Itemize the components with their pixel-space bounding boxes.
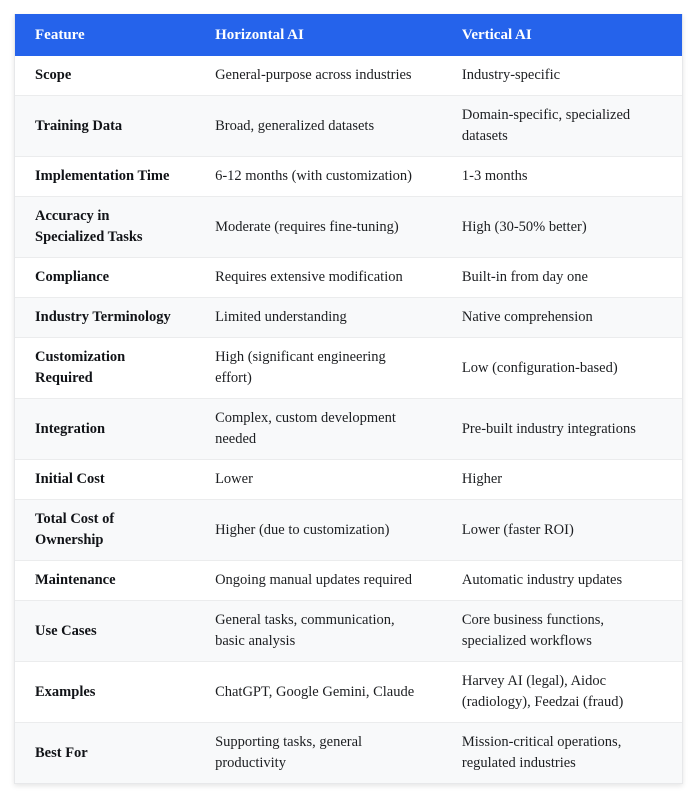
- header-row: [15, 14, 682, 56]
- vertical-value-cell: Automatic industry updates: [442, 561, 682, 601]
- feature-cell: Customization Required: [15, 338, 195, 399]
- vertical-value-cell: Core business functions, specialized workflows: [442, 601, 682, 662]
- vertical-value-cell: Domain-specific, specialized datasets: [442, 96, 682, 157]
- horizontal-value-cell: Lower: [195, 460, 442, 500]
- vertical-value-cell: Mission-critical operations, regulated industries: [442, 723, 682, 784]
- vertical-value-cell: Low (configuration-based): [442, 338, 682, 399]
- feature-cell: Examples: [15, 662, 195, 723]
- table-header: [15, 14, 682, 56]
- horizontal-value-cell: Limited understanding: [195, 298, 442, 338]
- table-row: [15, 399, 682, 460]
- comparison-table-container: [14, 14, 683, 784]
- feature-cell: Training Data: [15, 96, 195, 157]
- table-row: [15, 662, 682, 723]
- feature-cell: Use Cases: [15, 601, 195, 662]
- table-row: [15, 298, 682, 338]
- horizontal-value-cell: Requires extensive modification: [195, 258, 442, 298]
- table-body: [15, 56, 682, 783]
- feature-cell: Best For: [15, 723, 195, 784]
- vertical-value-cell: Built-in from day one: [442, 258, 682, 298]
- horizontal-value-cell: 6-12 months (with customization): [195, 157, 442, 197]
- vertical-value-cell: Native comprehension: [442, 298, 682, 338]
- table-row: [15, 258, 682, 298]
- vertical-value-cell: 1-3 months: [442, 157, 682, 197]
- feature-cell: Accuracy in Specialized Tasks: [15, 197, 195, 258]
- table-row: [15, 56, 682, 96]
- horizontal-value-cell: Broad, generalized datasets: [195, 96, 442, 157]
- table-row: [15, 157, 682, 197]
- table-row: [15, 561, 682, 601]
- horizontal-value-cell: General tasks, communication, basic analysis: [195, 601, 442, 662]
- feature-cell: Integration: [15, 399, 195, 460]
- horizontal-value-cell: ChatGPT, Google Gemini, Claude: [195, 662, 442, 723]
- table-row: [15, 197, 682, 258]
- feature-cell: Scope: [35, 67, 72, 83]
- vertical-value-cell: Harvey AI (legal), Aidoc (radiology), Feedzai (fraud): [442, 662, 682, 723]
- horizontal-value-cell: Ongoing manual updates required: [195, 561, 442, 601]
- vertical-value-cell: Higher: [442, 460, 682, 500]
- horizontal-value-cell: Higher (due to customization): [195, 500, 442, 561]
- vertical-value-cell: High (30-50% better): [442, 197, 682, 258]
- ai-comparison-table: [15, 14, 682, 783]
- vertical-value-cell: Industry-specific: [461, 67, 561, 83]
- feature-cell: Initial Cost: [15, 460, 195, 500]
- column-header-vertical-ai: Vertical AI: [442, 14, 682, 56]
- horizontal-value-cell: High (significant engineering effort): [195, 338, 442, 399]
- feature-cell: Implementation Time: [15, 157, 195, 197]
- horizontal-value-cell: Complex, custom development needed: [195, 399, 442, 460]
- table-row: [15, 460, 682, 500]
- feature-cell: Compliance: [15, 258, 195, 298]
- horizontal-value-cell: General-purpose across industries: [215, 67, 412, 83]
- vertical-value-cell: Pre-built industry integrations: [442, 399, 682, 460]
- table-row: [15, 601, 682, 662]
- column-header-feature: Feature: [15, 14, 195, 56]
- horizontal-value-cell: Supporting tasks, general productivity: [195, 723, 442, 784]
- table-row: [15, 96, 682, 157]
- horizontal-value-cell: Moderate (requires fine-tuning): [195, 197, 442, 258]
- feature-cell: Total Cost of Ownership: [15, 500, 195, 561]
- feature-cell: Industry Terminology: [15, 298, 195, 338]
- feature-cell: Maintenance: [15, 561, 195, 601]
- vertical-value-cell: Lower (faster ROI): [442, 500, 682, 561]
- table-row: [15, 500, 682, 561]
- table-row: [15, 338, 682, 399]
- table-row: [15, 723, 682, 784]
- column-header-horizontal-ai: Horizontal AI: [195, 14, 442, 56]
